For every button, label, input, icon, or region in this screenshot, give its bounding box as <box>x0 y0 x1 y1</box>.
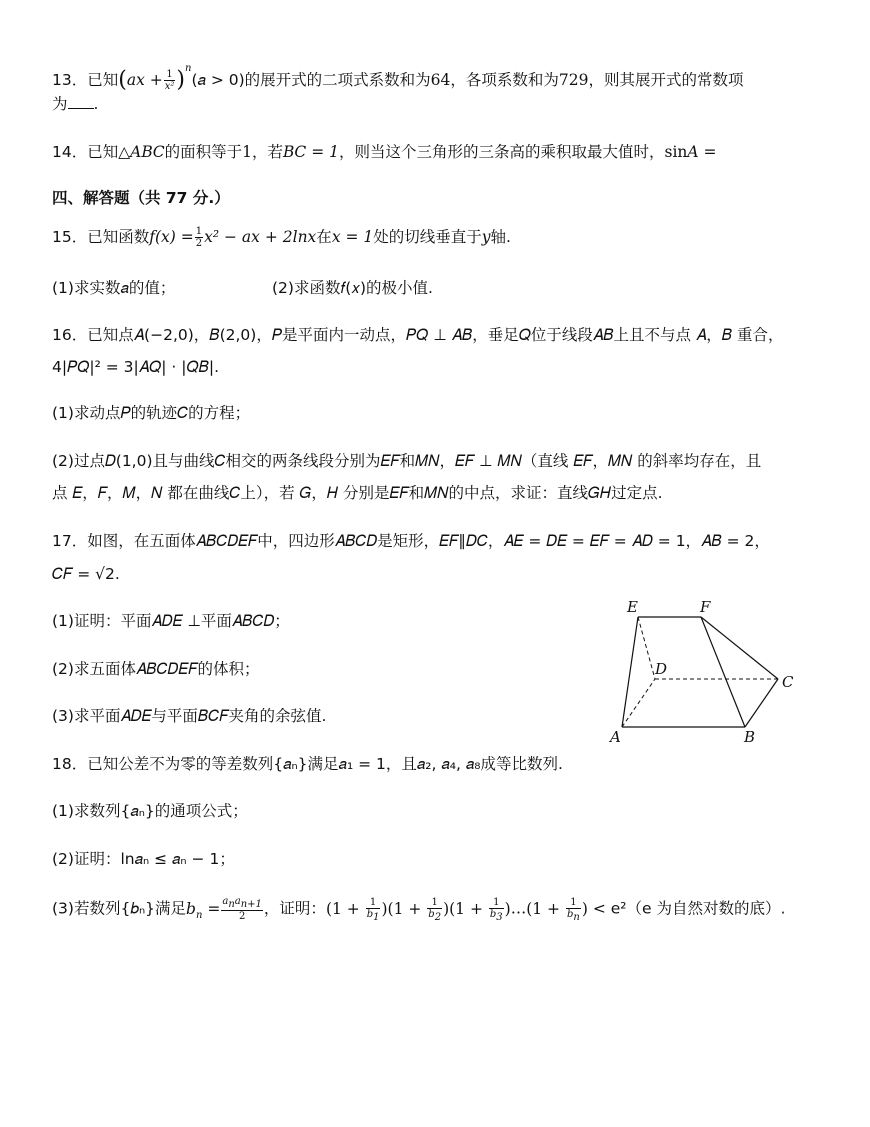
q15-text-1: 已知函数 <box>87 228 150 246</box>
q13-value-729: 729 <box>558 71 589 89</box>
q15-part1: (1)求实数𝑎的值； <box>52 279 176 297</box>
section-heading: 四、解答题（共 77 分.） <box>52 189 230 207</box>
q18-line1: 18．已知公差不为零的等差数列{𝑎ₙ}满足𝑎₁ = 1，且𝑎₂, 𝑎₄, 𝑎₈成等比数列. <box>52 755 563 773</box>
q14-text-4: ，则当这个三角形的三条高的乘积取最大值时， <box>338 143 665 161</box>
pentahedron-figure <box>600 596 815 746</box>
label-d: D <box>655 660 668 678</box>
q17-part2: (2)求五面体𝐴𝐵𝐶𝐷𝐸𝐹的体积； <box>52 660 260 678</box>
q13-expr-ax: ax + <box>126 71 163 89</box>
label-f: F <box>700 598 711 616</box>
q18-part1: (1)求数列{𝑎ₙ}的通项公式； <box>52 802 248 820</box>
q16-part2-line1: (2)过点𝐷(1,0)且与曲线𝐶相交的两条线段分别为𝐸𝐹和𝑀𝑁，𝐸𝐹 ⊥ 𝑀𝑁（直线 𝐸𝐹，𝑀𝑁 的斜率均存在，且 <box>52 452 762 470</box>
q13-text-4: ，则其展开式的常数项 <box>588 71 744 89</box>
q13-line1 <box>52 58 744 92</box>
q15-y: 𝑦 <box>481 228 491 246</box>
q13-answer-blank[interactable] <box>68 94 94 109</box>
q18-product-1: (1 + $\frac{1}{b_1}$ ) <box>325 896 388 923</box>
q14-text-1: 已知△ <box>87 143 131 161</box>
edge-fb <box>701 617 745 727</box>
q13-line2 <box>52 93 98 115</box>
q15-fraction-half: $\frac{1}{2}$ <box>195 226 203 249</box>
q14-abc: 𝐴𝐵𝐶 <box>130 143 165 161</box>
q18-product-ellipsis: … <box>510 899 527 918</box>
q18-bn-eq: $b_n$ = <box>186 899 221 921</box>
q18-bn-fraction: $\frac{a_na_{n+1}}{2}$ <box>222 896 262 922</box>
label-b: B <box>744 728 756 746</box>
label-a: A <box>610 728 621 746</box>
q13-paren-open: ( <box>118 67 127 93</box>
q14-value-1: 1 <box>242 143 252 161</box>
q15-text-4: 处的切线垂直于 <box>373 228 482 246</box>
q16-line2: 4|𝑃𝑄|² = 3|𝐴𝑄| · |𝑄𝐵|. <box>52 358 220 376</box>
q15-expression: 𝑥² − 𝑎𝑥 + 2ln𝑥 <box>204 228 317 246</box>
q14-text-3: ，若 <box>252 143 284 161</box>
edge-ad-hidden <box>622 679 655 727</box>
q14-bc: 𝐵𝐶 = 1 <box>283 143 339 161</box>
q18-product-n: (1 + $\frac{1}{b_n}$ ) <box>526 896 588 923</box>
q17-part3: (3)求平面𝐴𝐷𝐸与平面𝐵𝐶𝐹夹角的余弦值. <box>52 707 327 725</box>
q15-number: 15． <box>52 228 88 246</box>
label-c: C <box>782 673 794 691</box>
q14-line <box>52 141 717 163</box>
q15-f-of-x: 𝑓(𝑥) = <box>149 228 194 246</box>
q15-text-5: 轴. <box>490 228 511 246</box>
edge-ea <box>622 617 638 727</box>
label-e: E <box>627 598 638 616</box>
q18-part3-text-2: ，证明： <box>263 899 326 918</box>
q16-part1: (1)求动点𝑃的轨迹𝐶的方程； <box>52 404 251 422</box>
edge-bc <box>745 679 778 727</box>
q13-fraction: $\frac{1}{\text{x²}}$ <box>164 69 175 92</box>
q18-part3-text-1: (3)若数列{𝑏ₙ}满足 <box>52 899 187 918</box>
q14-number: 14． <box>52 143 88 161</box>
q13-paren-close: ) <box>176 67 185 93</box>
q13-exponent-n: n <box>185 63 192 74</box>
q17-line1: 17．如图，在五面体𝐴𝐵𝐶𝐷𝐸𝐹中，四边形𝐴𝐵𝐶𝐷是矩形，𝐸𝐹∥𝐷𝐶，𝐴𝐸 = 𝐷𝐸 = 𝐸𝐹 = 𝐴𝐷 = 1，𝐴𝐵 = 2， <box>52 532 770 550</box>
q13-text-2: (𝑎 > 0)的展开式的二项式系数和为 <box>191 71 431 89</box>
edge-ed-hidden <box>638 617 655 679</box>
q18-product-2: (1 + $\frac{1}{b_2}$ ) <box>387 896 450 923</box>
q16-part2-line2: 点 𝐸，𝐹，𝑀，𝑁 都在曲线𝐶上），若 𝐺，𝐻 分别是𝐸𝐹和𝑀𝑁的中点，求证：直线𝐺𝐻过定点. <box>52 484 663 502</box>
q15-x-equals-1: 𝑥 = 1 <box>331 228 374 246</box>
q18-part2: (2)证明：ln𝑎ₙ ≤ 𝑎ₙ − 1； <box>52 850 235 868</box>
q13-text-3: ，各项系数和为 <box>450 71 559 89</box>
q14-sin-a: sin𝐴 = <box>664 143 717 161</box>
q17-line2: 𝐶𝐹 = √2. <box>52 565 120 583</box>
q13-value-64: 64 <box>430 71 451 89</box>
q18-product-3: (1 + $\frac{1}{b_3}$ ) <box>449 896 511 923</box>
q13-text-6: . <box>93 95 99 113</box>
q13-text-5: 为 <box>52 95 68 113</box>
q18-part3-text-3: < e²（e 为自然对数的底）. <box>592 899 786 918</box>
edge-fc <box>701 617 778 679</box>
q15-part2: (2)求函数𝑓(𝑥)的极小值. <box>272 279 433 297</box>
q15-text-3: 在 <box>316 228 332 246</box>
q18-part3 <box>52 896 785 927</box>
q15-line <box>52 226 511 249</box>
q14-text-2: 的面积等于 <box>164 143 243 161</box>
q13-text-1: 已知 <box>87 71 119 89</box>
q17-part1: (1)证明：平面𝐴𝐷𝐸 ⊥平面𝐴𝐵𝐶𝐷； <box>52 612 290 630</box>
q13-number: 13． <box>52 71 88 89</box>
q16-line1: 16．已知点𝐴(−2,0)，𝐵(2,0)，𝑃是平面内一动点，𝑃𝑄 ⊥ 𝐴𝐵，垂足𝑄位于线段𝐴𝐵上且不与点 𝐴，𝐵 重合， <box>52 326 784 344</box>
